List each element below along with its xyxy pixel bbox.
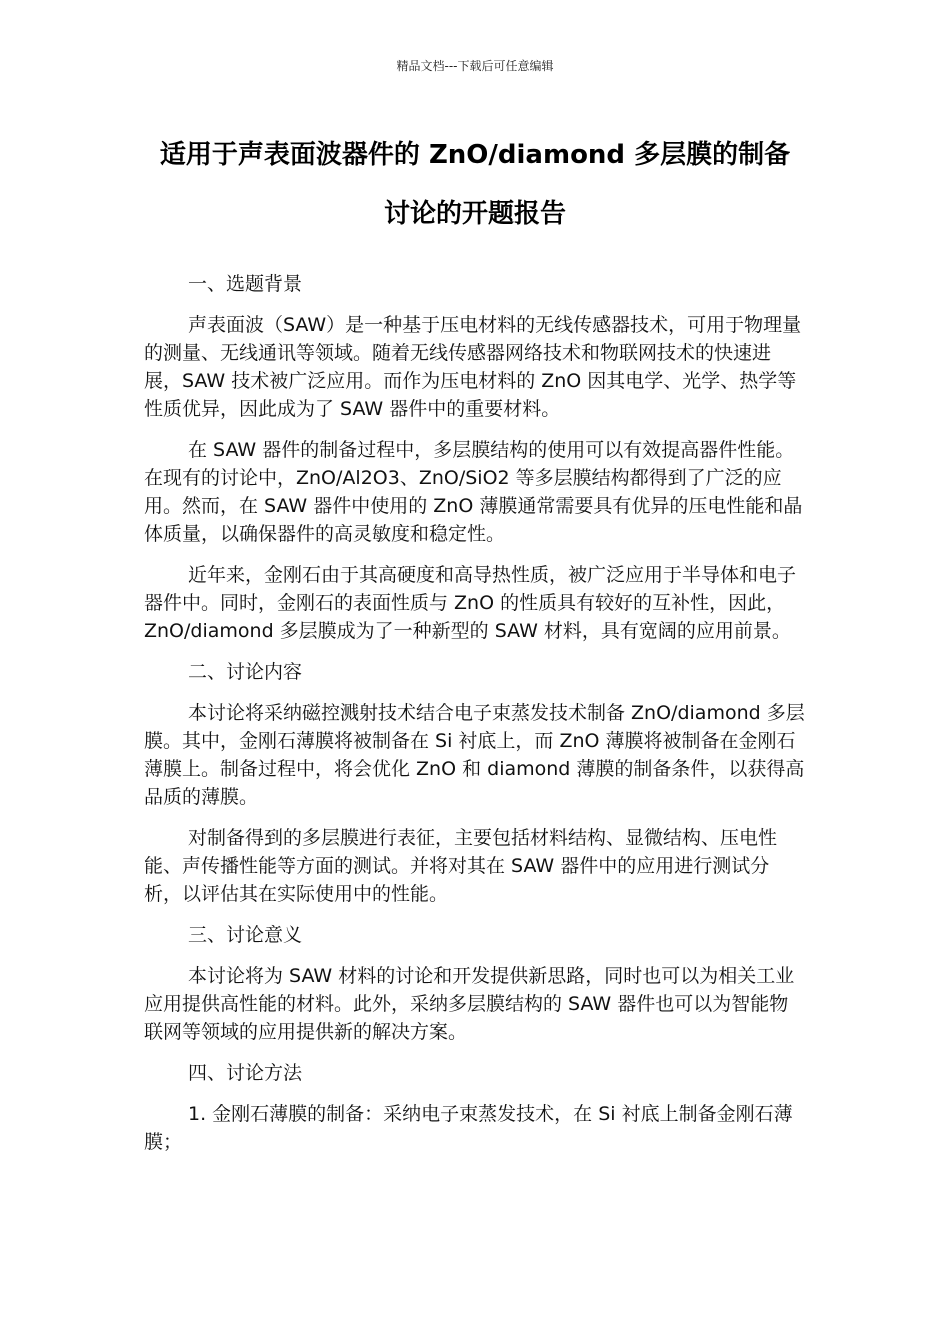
section-heading-content: 二、讨论内容: [188, 661, 303, 683]
document-title-line-2: 讨论的开题报告: [383, 199, 566, 229]
paragraph-methods-1: 1. 金刚石薄膜的制备：采纳电子束蒸发技术，在 Si 衬底上制备金刚石薄膜；: [144, 1103, 793, 1153]
section-heading-significance: 三、讨论意义: [188, 924, 303, 946]
paragraph-background-2: 在 SAW 器件的制备过程中，多层膜结构的使用可以有效提高器件性能。在现有的讨论中，ZnO/Al2O3、ZnO/SiO2 等多层膜结构都得到了广泛的应用。然而，在 SAW 器件中使用的 ZnO 薄膜通常需要具有优异的压电性能和晶体质量，以确保器件的高灵敏度和稳定性。: [144, 439, 803, 545]
paragraph-significance-1: 本讨论将为 SAW 材料的讨论和开发提供新思路，同时也可以为相关工业应用提供高性能的材料。此外，采纳多层膜结构的 SAW 器件也可以为智能物联网等领域的应用提供新的解决方案。: [144, 965, 795, 1043]
paragraph-content-1: 本讨论将采纳磁控溅射技术结合电子束蒸发技术制备 ZnO/diamond 多层膜。其中，金刚石薄膜将被制备在 Si 衬底上，而 ZnO 薄膜将被制备在金刚石薄膜上。制备过程中，将会优化 ZnO 和 diamond 薄膜的制备条件，以获得高品质的薄膜。: [144, 702, 805, 808]
page-header: 精品文档---下载后可任意编辑: [396, 59, 554, 73]
section-heading-background: 一、选题背景: [188, 273, 303, 295]
paragraph-content-2: 对制备得到的多层膜进行表征，主要包括材料结构、显微结构、压电性能、声传播性能等方面的测试。并将对其在 SAW 器件中的应用进行测试分析，以评估其在实际使用中的性能。: [144, 827, 778, 905]
paragraph-background-3: 近年来，金刚石由于其高硬度和高导热性质，被广泛应用于半导体和电子器件中。同时，金刚石的表面性质与 ZnO 的性质具有较好的互补性，因此，ZnO/diamond 多层膜成为了一种新型的 SAW 材料，具有宽阔的应用前景。: [144, 564, 797, 642]
section-heading-methods: 四、讨论方法: [188, 1062, 303, 1084]
document-body: [144, 270, 806, 1156]
paragraph-background-1: 声表面波（SAW）是一种基于压电材料的无线传感器技术，可用于物理量的测量、无线通讯等领域。随着无线传感器网络技术和物联网技术的快速进展，SAW 技术被广泛应用。而作为压电材料的 ZnO 因其电学、光学、热学等性质优异，因此成为了 SAW 器件中的重要材料。: [144, 314, 802, 420]
document-title-line-1: 适用于声表面波器件的 ZnO/diamond 多层膜的制备: [159, 140, 791, 170]
